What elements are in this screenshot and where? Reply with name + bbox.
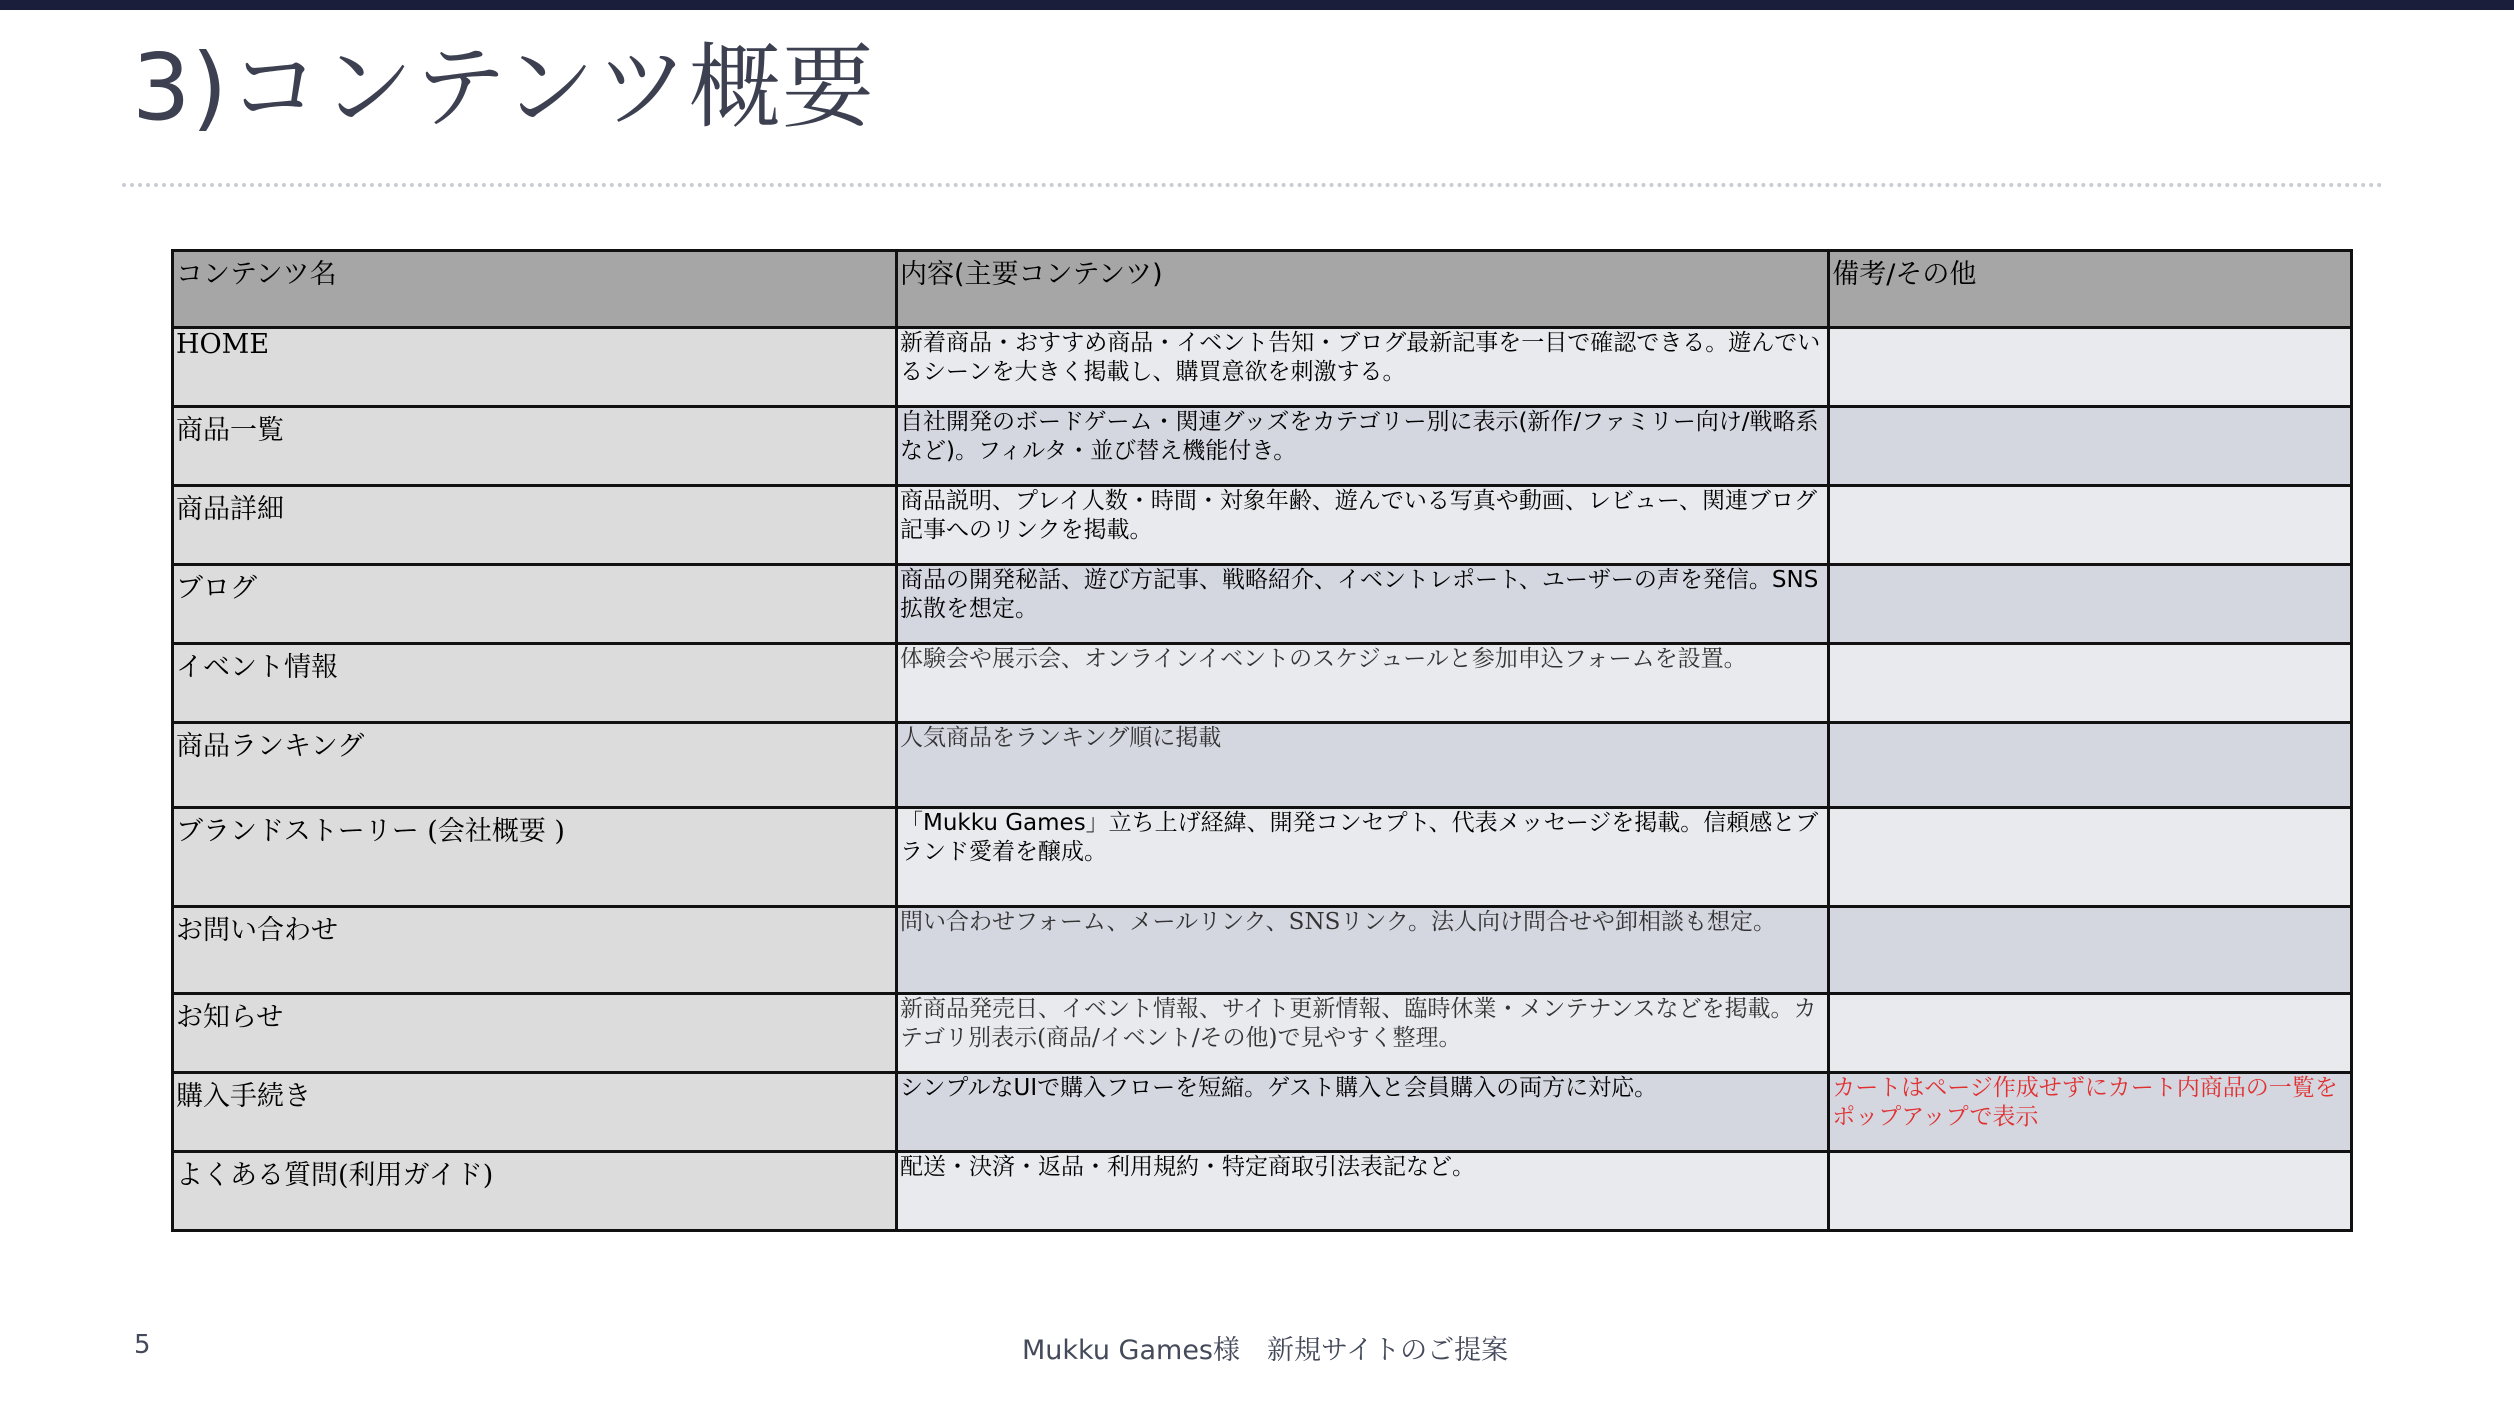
row-content: 新商品発売日、イベント情報、サイト更新情報、臨時休業・メンテナンスなどを掲載。カテゴリ別表示(商品/イベント/その他)で見やすく整理。 [896, 994, 1828, 1073]
row-name: ブランドストーリー (会社概要 ) [173, 808, 897, 907]
row-content: 「Mukku Games」立ち上げ経緯、開発コンセプト、代表メッセージを掲載。信頼感とブランド愛着を醸成。 [896, 808, 1828, 907]
row-note [1829, 407, 2352, 486]
row-name: イベント情報 [173, 644, 897, 723]
row-note [1829, 907, 2352, 994]
slide-title: 3)コンテンツ概要 [132, 34, 875, 141]
row-content: 自社開発のボードゲーム・関連グッズをカテゴリー別に表示(新作/ファミリー向け/戦略系など)。フィルタ・並び替え機能付き。 [896, 407, 1828, 486]
row-content: 人気商品をランキング順に掲載 [896, 723, 1828, 808]
top-accent-bar [0, 0, 2514, 10]
table-row [173, 565, 2352, 644]
header-content-name: コンテンツ名 [173, 251, 897, 328]
table-row [173, 407, 2352, 486]
row-note [1829, 1152, 2352, 1231]
header-note: 備考/その他 [1829, 251, 2352, 328]
table-header-row [173, 251, 2352, 328]
title-divider [122, 183, 2384, 187]
table-row [173, 644, 2352, 723]
row-content: 新着商品・おすすめ商品・イベント告知・ブログ最新記事を一目で確認できる。遊んでいるシーンを大きく掲載し、購買意欲を刺激する。 [896, 328, 1828, 407]
row-name: 商品一覧 [173, 407, 897, 486]
table-row [173, 1152, 2352, 1231]
row-note [1829, 644, 2352, 723]
table-row [173, 1073, 2352, 1152]
row-name: 商品詳細 [173, 486, 897, 565]
row-content: 配送・決済・返品・利用規約・特定商取引法表記など。 [896, 1152, 1828, 1231]
table-row [173, 808, 2352, 907]
table-row [173, 907, 2352, 994]
header-content-detail: 内容(主要コンテンツ) [896, 251, 1828, 328]
row-content: 体験会や展示会、オンラインイベントのスケジュールと参加申込フォームを設置。 [896, 644, 1828, 723]
row-name: ブログ [173, 565, 897, 644]
page-number: 5 [134, 1330, 151, 1360]
row-note [1829, 565, 2352, 644]
row-note [1829, 486, 2352, 565]
row-note [1829, 723, 2352, 808]
row-name: お問い合わせ [173, 907, 897, 994]
table-row [173, 328, 2352, 407]
table-row [173, 994, 2352, 1073]
row-content: 商品説明、プレイ人数・時間・対象年齢、遊んでいる写真や動画、レビュー、関連ブログ記事へのリンクを掲載。 [896, 486, 1828, 565]
row-content: シンプルなUIで購入フローを短縮。ゲスト購入と会員購入の両方に対応。 [896, 1073, 1828, 1152]
row-note [1829, 994, 2352, 1073]
row-note [1829, 328, 2352, 407]
row-content: 問い合わせフォーム、メールリンク、SNSリンク。法人向け問合せや卸相談も想定。 [896, 907, 1828, 994]
table-row [173, 486, 2352, 565]
row-name: HOME [173, 328, 897, 407]
row-note [1829, 808, 2352, 907]
table-row [173, 723, 2352, 808]
footer-text: Mukku Games様 新規サイトのご提案 [1022, 1335, 1509, 1366]
row-content: 商品の開発秘話、遊び方記事、戦略紹介、イベントレポート、ユーザーの声を発信。SNS拡散を想定。 [896, 565, 1828, 644]
row-name: 購入手続き [173, 1073, 897, 1152]
row-note: カートはページ作成せずにカート内商品の一覧をポップアップで表示 [1829, 1073, 2352, 1152]
content-overview-table [171, 249, 2353, 1232]
row-name: お知らせ [173, 994, 897, 1073]
row-name: 商品ランキング [173, 723, 897, 808]
row-name: よくある質問(利用ガイド) [173, 1152, 897, 1231]
